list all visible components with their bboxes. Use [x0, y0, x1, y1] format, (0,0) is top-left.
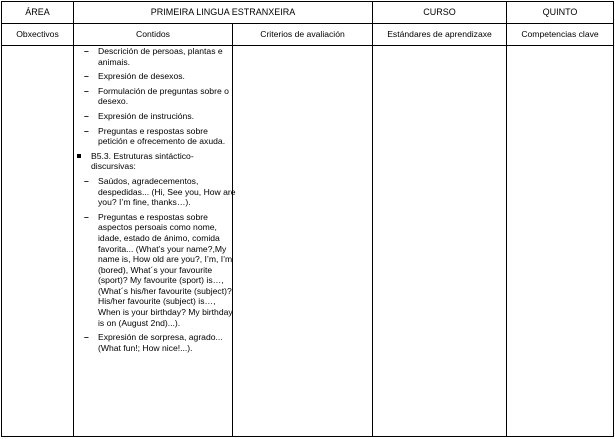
objectives-header: Obxectivos	[2, 24, 74, 46]
standards-header: Estándares de aprendizaxe	[373, 24, 507, 46]
criteria-cell	[233, 46, 373, 437]
list-item: – Saúdos, agradecementos, despedidas... (Hi, See you, How are you? I’m fine, thanks…).	[84, 176, 236, 208]
square-bullet-icon	[77, 154, 81, 158]
column-header-row	[2, 24, 614, 46]
contents-cell	[74, 46, 236, 437]
curriculum-table	[1, 1, 614, 437]
list-item: – Expresión de instrucións.	[84, 111, 230, 122]
competences-header: Competencias clave	[507, 24, 614, 46]
area-label-cell: ÁREA	[2, 2, 74, 24]
list-item: – Preguntas e respostas sobre aspectos persoais como nome, idade, estado de ánimo, comida favorita... (What’s your name?,My name is, How old are you?, I’m, I’m (bored), What´s your favourite (sport)? My favourite (sport) is…, (What´s his/her favourite (subject)?His/her favourite (subject) is…, When is your birthday? My birthday is on (August 2nd)...).	[84, 212, 236, 329]
list-item: – Expresión de desexos.	[84, 71, 230, 82]
list-item: – Descrición de persoas, plantas e animais.	[84, 46, 230, 67]
list-item: – Expresión de sorpresa, agrado... (What fun!; How nice!...).	[84, 332, 236, 353]
list-item: – Preguntas e respostas sobre petición e ofrecemento de axuda.	[84, 126, 230, 147]
content-row	[2, 46, 614, 437]
subject-title-cell: PRIMEIRA LINGUA ESTRANXEIRA	[74, 2, 373, 24]
standards-cell	[373, 46, 507, 437]
contents-list-section	[74, 175, 236, 354]
section-heading	[74, 151, 233, 172]
contents-list-top	[74, 46, 232, 147]
list-item: – Formulación de preguntas sobre o desexo.	[84, 86, 230, 107]
criteria-header: Criterios de avaliación	[233, 24, 373, 46]
objectives-cell	[2, 46, 74, 437]
contents-header: Contidos	[74, 24, 233, 46]
competences-cell	[507, 46, 614, 437]
course-value-cell: QUINTO	[507, 2, 614, 24]
header-row	[2, 2, 614, 24]
section-title: B5.3. Estruturas sintáctico-discursivas:	[91, 150, 194, 172]
course-label-cell: CURSO	[373, 2, 507, 24]
